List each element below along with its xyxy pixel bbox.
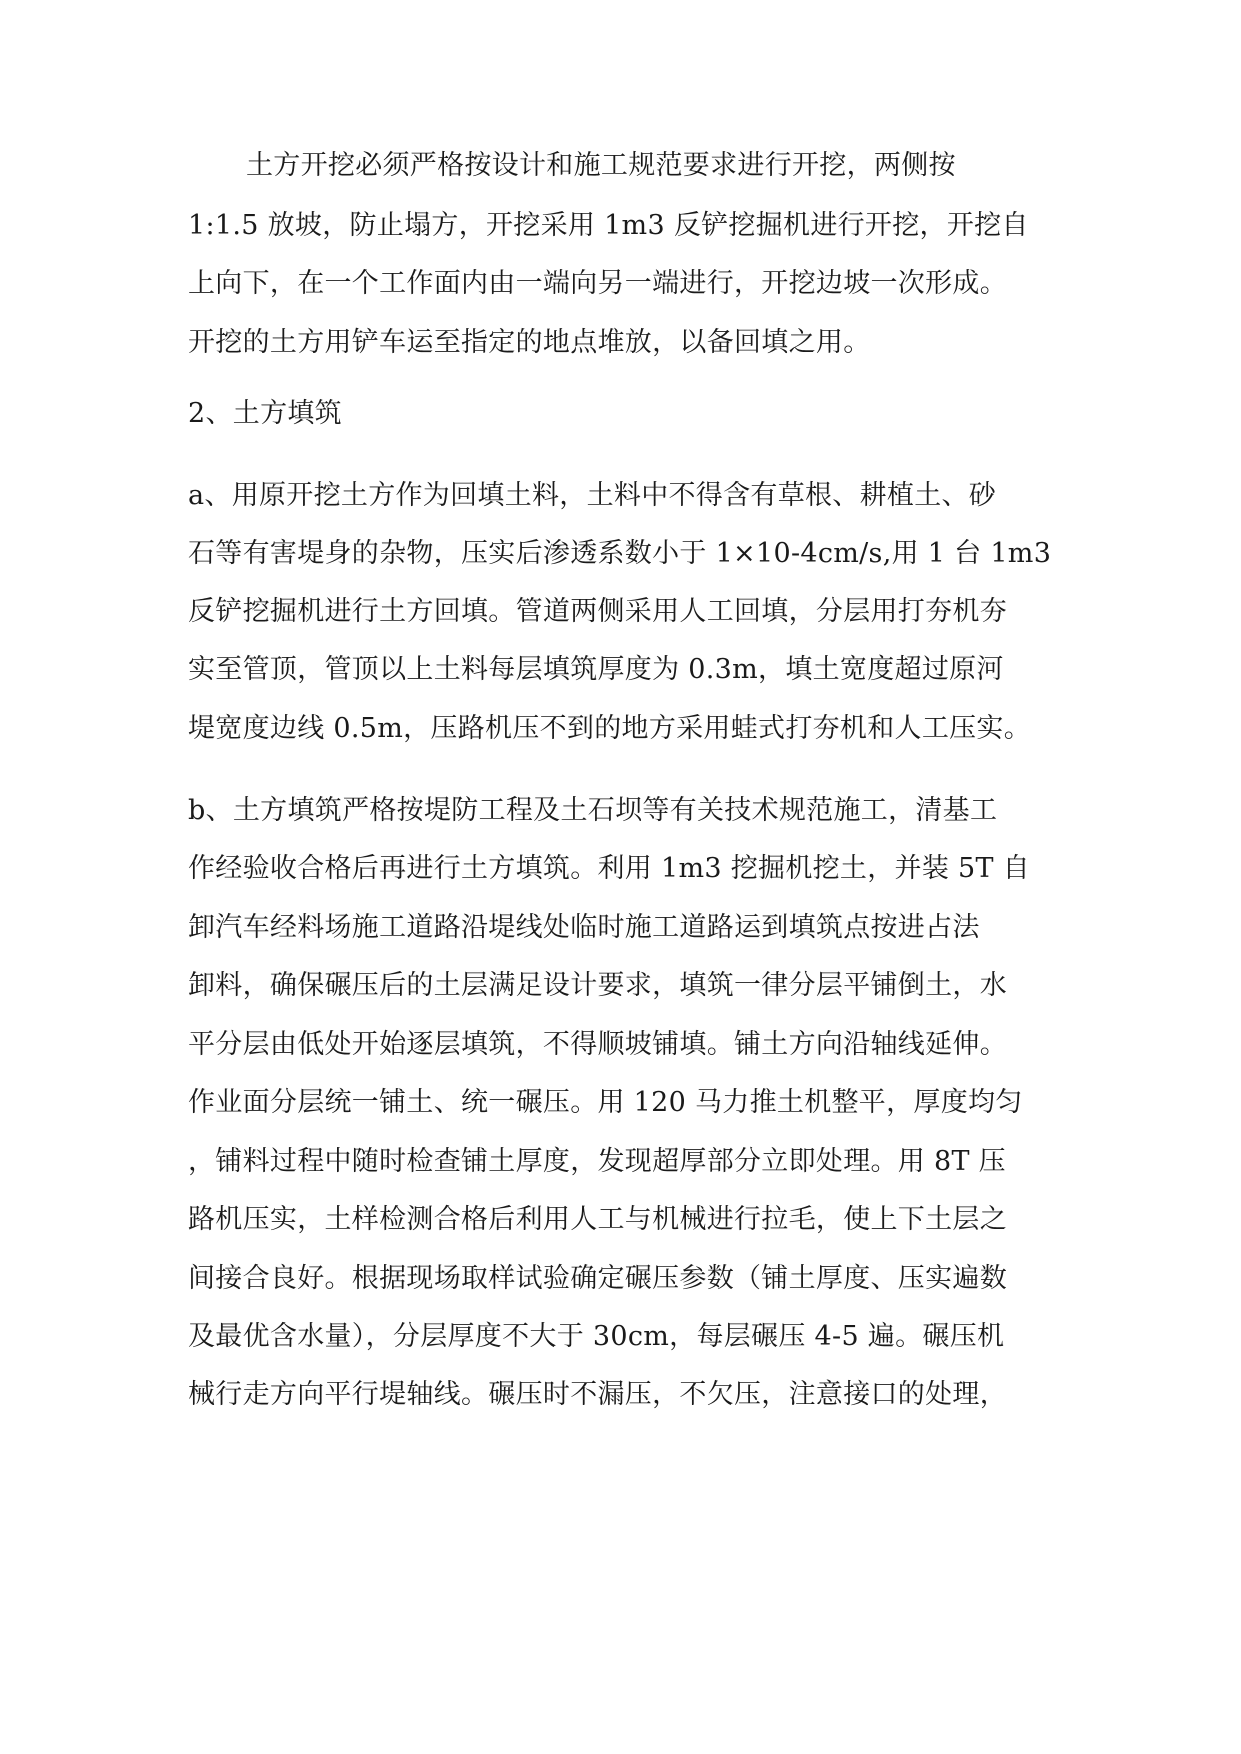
p3-line-10: 及最优含水量），分层厚度不大于 30cm，每层碾压 4-5 遍。碾压机: [188, 1321, 1005, 1352]
p2-line-2: 石等有害堤身的杂物，压实后渗透系数小于 1×10-4cm/s,用 1 台 1m3: [188, 538, 1052, 569]
section-heading: 2、土方填筑: [188, 398, 342, 429]
p1-line-3: 上向下，在一个工作面内由一端向另一端进行，开挖边坡一次形成。: [188, 268, 1007, 299]
p3-line-7: ，铺料过程中随时检查铺土厚度，发现超厚部分立即处理。用 8T 压: [188, 1146, 1006, 1177]
p3-line-3: 卸汽车经料场施工道路沿堤线处临时施工道路运到填筑点按进占法: [188, 912, 980, 943]
p3-line-9: 间接合良好。根据现场取样试验确定碾压参数（铺土厚度、压实遍数: [188, 1263, 1007, 1294]
p3-line-4: 卸料，确保碾压后的土层满足设计要求，填筑一律分层平铺倒土，水: [188, 970, 1007, 1001]
p2-line-3: 反铲挖掘机进行土方回填。管道两侧采用人工回填，分层用打夯机夯: [188, 596, 1007, 627]
p1-line-1: 土方开挖必须严格按设计和施工规范要求进行开挖，两侧按: [246, 150, 956, 181]
p3-line-2: 作经验收合格后再进行土方填筑。利用 1m3 挖掘机挖土，并装 5T 自: [188, 853, 1030, 884]
p3-line-1: b、土方填筑严格按堤防工程及土石坝等有关技术规范施工，清基工: [188, 795, 998, 826]
p3-line-6: 作业面分层统一铺土、统一碾压。用 120 马力推土机整平，厚度均匀: [188, 1087, 1023, 1118]
p2-line-4: 实至管顶，管顶以上土料每层填筑厚度为 0.3m，填土宽度超过原河: [188, 654, 1004, 685]
p1-line-4: 开挖的土方用铲车运至指定的地点堆放，以备回填之用。: [188, 327, 871, 358]
p3-line-8: 路机压实，土样检测合格后利用人工与机械进行拉毛，使上下土层之: [188, 1204, 1007, 1235]
p1-line-2: 1:1.5 放坡，防止塌方，开挖采用 1m3 反铲挖掘机进行开挖，开挖自: [188, 210, 1029, 241]
p2-line-5: 堤宽度边线 0.5m，压路机压不到的地方采用蛙式打夯机和人工压实。: [188, 713, 1032, 744]
p3-line-11: 械行走方向平行堤轴线。碾压时不漏压，不欠压，注意接口的处理，: [188, 1379, 1007, 1410]
p3-line-5: 平分层由低处开始逐层填筑，不得顺坡铺填。铺土方向沿轴线延伸。: [188, 1029, 1007, 1060]
p2-line-1: a、用原开挖土方作为回填土料，土料中不得含有草根、耕植土、砂: [188, 480, 997, 511]
